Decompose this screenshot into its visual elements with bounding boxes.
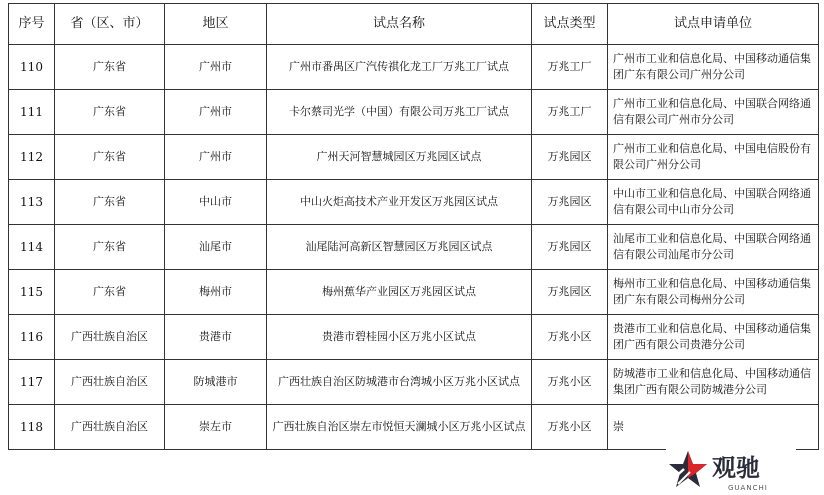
table-row xyxy=(9,90,819,135)
star-icon xyxy=(669,451,707,487)
guanchi-logo xyxy=(666,447,796,493)
cell-name: 汕尾陆河高新区智慧园区万兆园区试点 xyxy=(267,225,532,270)
cell-type: 万兆小区 xyxy=(532,315,608,360)
cell-region: 广州市 xyxy=(165,135,267,180)
table-row xyxy=(9,360,819,405)
cell-type: 万兆小区 xyxy=(532,405,608,450)
cell-name: 广西壮族自治区防城港市台湾城小区万兆小区试点 xyxy=(267,360,532,405)
col-header-region: 地区 xyxy=(165,4,267,45)
cell-province: 广东省 xyxy=(55,225,165,270)
cell-seq: 114 xyxy=(9,225,55,270)
watermark-subtext: GUANCHI xyxy=(728,484,768,492)
cell-province: 广西壮族自治区 xyxy=(55,315,165,360)
cell-unit: 贵港市工业和信息化局、中国移动通信集团广西有限公司贵港分公司 xyxy=(608,315,819,360)
cell-unit: 中山市工业和信息化局、中国联合网络通信有限公司中山市分公司 xyxy=(608,180,819,225)
cell-province: 广东省 xyxy=(55,90,165,135)
col-header-province: 省（区、市） xyxy=(55,4,165,45)
cell-unit: 崇 xyxy=(608,405,819,450)
cell-unit: 防城港市工业和信息化局、中国移动通信集团广西有限公司防城港分公司 xyxy=(608,360,819,405)
cell-seq: 112 xyxy=(9,135,55,180)
cell-type: 万兆园区 xyxy=(532,180,608,225)
cell-region: 广州市 xyxy=(165,90,267,135)
cell-region: 汕尾市 xyxy=(165,225,267,270)
col-header-name: 试点名称 xyxy=(267,4,532,45)
cell-seq: 110 xyxy=(9,45,55,90)
col-header-type: 试点类型 xyxy=(532,4,608,45)
cell-province: 广西壮族自治区 xyxy=(55,360,165,405)
cell-unit: 广州市工业和信息化局、中国电信股份有限公司广州分公司 xyxy=(608,135,819,180)
cell-type: 万兆工厂 xyxy=(532,90,608,135)
cell-region: 防城港市 xyxy=(165,360,267,405)
table-row xyxy=(9,225,819,270)
table-row xyxy=(9,315,819,360)
cell-type: 万兆园区 xyxy=(532,270,608,315)
cell-type: 万兆园区 xyxy=(532,225,608,270)
col-header-seq: 序号 xyxy=(9,4,55,45)
cell-name: 广州市番禺区广汽传祺化龙工厂万兆工厂试点 xyxy=(267,45,532,90)
cell-name: 中山火炬高技术产业开发区万兆园区试点 xyxy=(267,180,532,225)
table-row xyxy=(9,180,819,225)
cell-seq: 115 xyxy=(9,270,55,315)
cell-region: 贵港市 xyxy=(165,315,267,360)
table-row xyxy=(9,405,819,450)
pilot-table xyxy=(8,3,819,450)
cell-seq: 118 xyxy=(9,405,55,450)
table-header-row xyxy=(9,4,819,45)
cell-region: 中山市 xyxy=(165,180,267,225)
cell-name: 贵港市碧桂园小区万兆小区试点 xyxy=(267,315,532,360)
cell-name: 梅州蕉华产业园区万兆园区试点 xyxy=(267,270,532,315)
cell-province: 广东省 xyxy=(55,270,165,315)
guanchi-watermark xyxy=(666,447,796,493)
cell-province: 广东省 xyxy=(55,180,165,225)
cell-province: 广东省 xyxy=(55,45,165,90)
cell-seq: 113 xyxy=(9,180,55,225)
cell-unit: 广州市工业和信息化局、中国联合网络通信有限公司广州市分公司 xyxy=(608,90,819,135)
cell-region: 崇左市 xyxy=(165,405,267,450)
cell-name: 广西壮族自治区崇左市悦恒天澜城小区万兆小区试点 xyxy=(267,405,532,450)
table-row xyxy=(9,45,819,90)
cell-type: 万兆园区 xyxy=(532,135,608,180)
cell-unit: 汕尾市工业和信息化局、中国联合网络通信有限公司汕尾市分公司 xyxy=(608,225,819,270)
cell-name: 卡尔蔡司光学（中国）有限公司万兆工厂试点 xyxy=(267,90,532,135)
cell-type: 万兆小区 xyxy=(532,360,608,405)
col-header-unit: 试点申请单位 xyxy=(608,4,819,45)
cell-seq: 111 xyxy=(9,90,55,135)
cell-unit: 梅州市工业和信息化局、中国移动通信集团广东有限公司梅州分公司 xyxy=(608,270,819,315)
watermark-text: 观驰 xyxy=(712,454,760,482)
table-row xyxy=(9,135,819,180)
cell-seq: 117 xyxy=(9,360,55,405)
cell-seq: 116 xyxy=(9,315,55,360)
cell-region: 广州市 xyxy=(165,45,267,90)
cell-type: 万兆工厂 xyxy=(532,45,608,90)
cell-region: 梅州市 xyxy=(165,270,267,315)
cell-name: 广州天河智慧城园区万兆园区试点 xyxy=(267,135,532,180)
cell-province: 广东省 xyxy=(55,135,165,180)
cell-province: 广西壮族自治区 xyxy=(55,405,165,450)
table-row xyxy=(9,270,819,315)
cell-unit: 广州市工业和信息化局、中国移动通信集团广东有限公司广州分公司 xyxy=(608,45,819,90)
